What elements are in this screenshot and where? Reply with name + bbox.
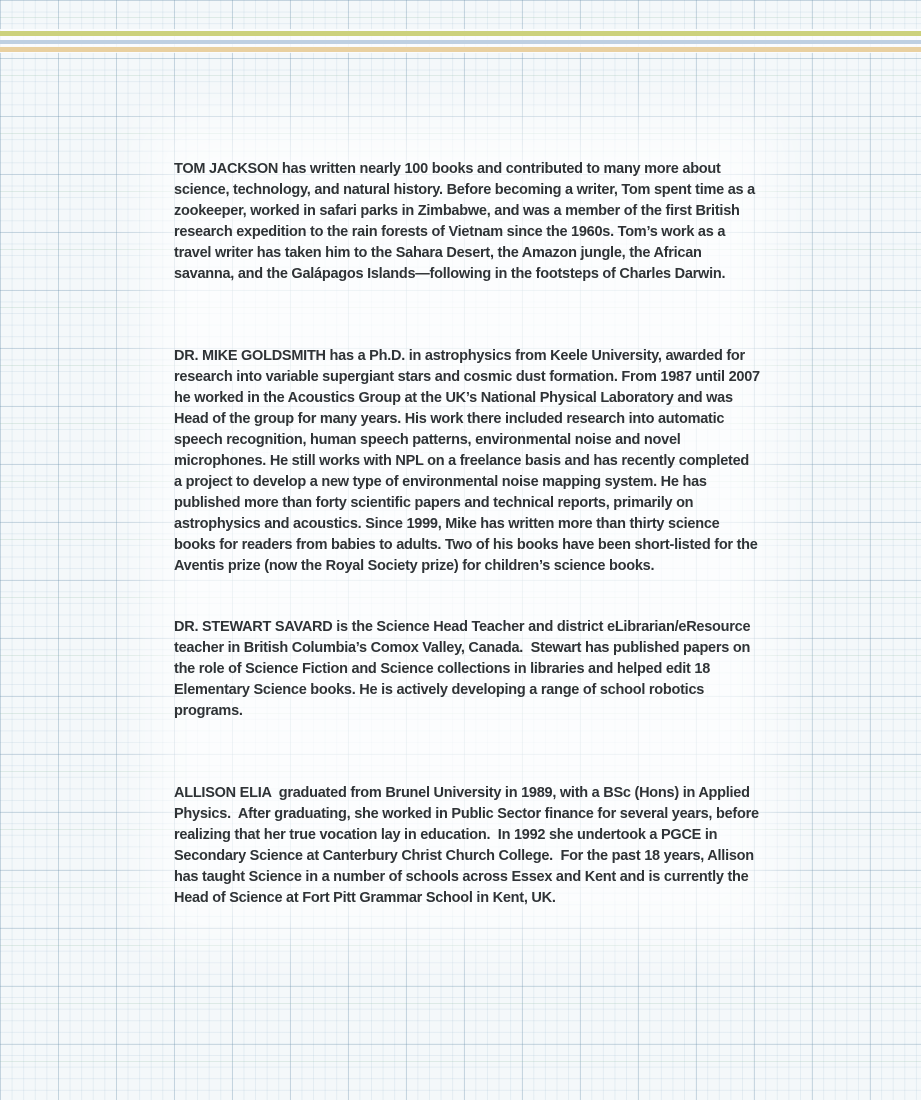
bio-author-name: DR. STEWART SAVARD [174,619,333,635]
stripe-tan [0,47,921,52]
bio-body-text: graduated from Brunel University in 1989, with a BSc (Hons) in Applied Physics. After graduating, she worked in Public Sector finance for several years, before realizing that her true vocation lay in education. In 1992 she undertook a PGCE in Secondary Science at Canterbury Christ Church College. For the past 18 years, Allison has taught Science in a number of schools across Essex and Kent and is currently the Head of Science at Fort Pitt Grammar School in Kent, UK. [174,785,763,906]
bio-body-text: has written nearly 100 books and contributed to many more about science, technology, and natural history. Before becoming a writer, Tom spent time as a zookeeper, worked in safari parks in Zimbabwe, and was a member of the first British research expedition to the rain forests of Vietnam since the 1960s. Tom’s work as a travel writer has taken him to the Sahara Desert, the Amazon jungle, the African savanna, and the Galápagos Islands—following in the footsteps of Charles Darwin. [174,161,759,282]
bio-author-name: DR. MIKE GOLDSMITH [174,348,326,364]
bio-author-name: ALLISON ELIA [174,785,272,801]
stripe-yellow [0,31,921,36]
bio-body-text: is the Science Head Teacher and district eLibrarian/eResource teacher in British Columbia’s Comox Valley, Canada. Stewart has published papers on the role of Science Fiction and Science collections in libraries and helped edit 18 Elementary Science books. He is actively developing a range of school robotics programs. [174,619,755,719]
bio-author-name: TOM JACKSON [174,161,279,177]
bio-mike-goldsmith [174,346,764,577]
bio-stewart-savard [174,617,760,722]
bio-tom-jackson [174,159,760,285]
decorative-stripes [0,29,921,53]
bio-body-text: has a Ph.D. in astrophysics from Keele University, awarded for research into variable supergiant stars and cosmic dust formation. From 1987 until 2007 he worked in the Acoustics Group at the UK’s National Physical Laboratory and was Head of the group for many years. His work there included research into automatic speech recognition, human speech patterns, environmental noise and novel microphones. He still works with NPL on a freelance basis and has recently completed a project to develop a new type of environmental noise mapping system. He has published more than forty scientific papers and technical reports, primarily on astrophysics and acoustics. Since 1999, Mike has written more than thirty science books for readers from babies to adults. Two of his books have been short-listed for the Aventis prize (now the Royal Society prize) for children’s science books. [174,348,764,574]
bio-allison-elia [174,783,763,909]
stripe-blue [0,40,921,44]
